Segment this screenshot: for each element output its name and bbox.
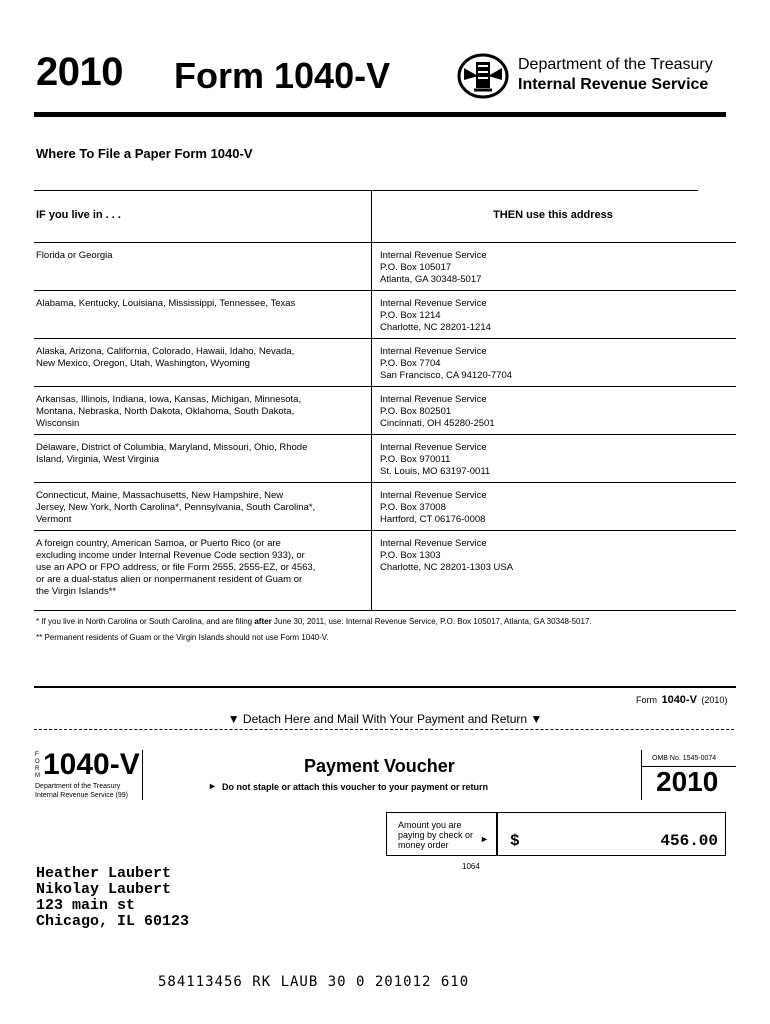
voucher-year: 2010 <box>656 766 719 797</box>
small-code: 1064 <box>462 862 480 871</box>
irs-eagle-logo <box>456 50 510 100</box>
table-row-address: Internal Revenue Service P.O. Box 970011 St. Louis, MO 63197-0011 <box>380 442 491 477</box>
form-ref-prefix: Form <box>636 695 657 705</box>
table-row-address: Internal Revenue Service P.O. Box 802501 Cincinnati, OH 45280-2501 <box>380 394 495 429</box>
table-row-address: Internal Revenue Service P.O. Box 1214 Charlotte, NC 28201-1214 <box>380 298 491 333</box>
payer-city: Chicago, IL 60123 <box>36 913 190 930</box>
row-rule <box>34 386 736 387</box>
amount-label: Amount you are paying by check or money order <box>398 820 474 850</box>
table-row-states: Alabama, Kentucky, Louisiana, Mississippi, Tennessee, Texas <box>36 298 296 309</box>
dollar-sign: $ <box>510 832 520 850</box>
form-ref-rule <box>34 686 736 688</box>
voucher-form-number: 1040-V <box>43 748 140 781</box>
voucher-title: Payment Voucher <box>304 756 455 776</box>
arrow-right-icon: ► <box>480 834 489 844</box>
table-column-divider <box>371 190 372 610</box>
dept-line-2: Internal Revenue Service <box>518 76 709 93</box>
voucher-left-divider <box>142 750 143 800</box>
table-row-states: Florida or Georgia <box>36 250 113 261</box>
voucher-notice: Do not staple or attach this voucher to your payment or return <box>222 782 489 792</box>
footnote-1-text-end: June 30, 2011, use: Internal Revenue Service, P.O. Box 105017, Atlanta, GA 30348-5017. <box>271 617 592 626</box>
header-rule <box>34 112 726 117</box>
column-header-if: IF you live in . . . <box>36 209 121 221</box>
form-reference <box>636 690 727 708</box>
row-rule <box>34 482 736 483</box>
table-row-states: Arkansas, Illinois, Indiana, Iowa, Kansas, Michigan, Minnesota, Montana, Nebraska, North Dakota, Oklahoma, South Dakota, Wisconsin <box>36 394 302 429</box>
table-row-states: Alaska, Arizona, California, Colorado, Hawaii, Idaho, Nevada, New Mexico, Oregon, Utah, Washington, Wyoming <box>36 346 295 369</box>
detach-instruction: ▼ Detach Here and Mail With Your Payment and Return ▼ <box>227 712 543 726</box>
table-bottom-rule <box>34 610 736 611</box>
voucher-right-divider <box>641 750 642 800</box>
table-row-states: A foreign country, American Samoa, or Puerto Rico (or are excluding income under Internal Revenue Code section 933), or use an APO or FPO address, or file Form 2555, 2555-EZ, or 4563, or are a dual-status alien or nonpermanent resident of Guam or the Virgin Islands** <box>36 538 316 597</box>
dept-line-1: Department of the Treasury <box>518 56 713 73</box>
voucher-dept-line-1: Department of the Treasury <box>35 783 121 790</box>
section-title: Where To File a Paper Form 1040-V <box>36 146 253 161</box>
table-row-address: Internal Revenue Service P.O. Box 105017 Atlanta, GA 30348-5017 <box>380 250 487 285</box>
table-row-address: Internal Revenue Service P.O. Box 37008 Hartford, CT 06176-0008 <box>380 490 487 525</box>
form-ref-number: 1040-V <box>661 694 697 706</box>
row-rule <box>34 530 736 531</box>
table-row-address: Internal Revenue Service P.O. Box 1303 Charlotte, NC 28201-1303 USA <box>380 538 514 573</box>
table-row-states: Connecticut, Maine, Massachusetts, New Hampshire, New Jersey, New York, North Carolina*, Pennsylvania, South Carolina*, Vermont <box>36 490 316 525</box>
form-year: 2010 <box>36 50 123 94</box>
detach-line <box>34 729 734 730</box>
footnote-1 <box>36 617 592 626</box>
footnote-1-bold: after <box>254 617 272 626</box>
table-header-rule <box>34 242 736 243</box>
arrow-right-icon: ► <box>208 781 217 791</box>
omb-number: OMB No. 1545-0074 <box>652 755 717 762</box>
scan-line: 584113456 RK LAUB 30 0 201012 610 <box>158 974 470 990</box>
table-row-states: Delaware, District of Columbia, Maryland, Missouri, Ohio, Rhode Island, Virginia, West Virginia <box>36 442 308 465</box>
amount-value: 456.00 <box>660 832 718 850</box>
payer-street: 123 main st <box>36 897 136 914</box>
form-title: Form 1040-V <box>174 55 391 96</box>
row-rule <box>34 338 736 339</box>
payer-name-1: Heather Laubert <box>36 865 172 882</box>
row-rule <box>34 434 736 435</box>
table-row-address: Internal Revenue Service P.O. Box 7704 San Francisco, CA 94120-7704 <box>380 346 513 381</box>
column-header-then: THEN use this address <box>493 209 613 221</box>
voucher-form-letters: F O R M <box>35 752 40 779</box>
footnote-1-text: * If you live in North Carolina or South Carolina, and are filing <box>36 617 255 626</box>
footnote-2: ** Permanent residents of Guam or the Virgin Islands should not use Form 1040-V. <box>36 633 329 642</box>
voucher-dept-line-2: Internal Revenue Service (99) <box>35 792 128 799</box>
row-rule <box>34 290 736 291</box>
form-ref-year: (2010) <box>701 695 728 705</box>
table-top-rule <box>34 190 698 191</box>
payer-name-2: Nikolay Laubert <box>36 881 172 898</box>
voucher-dept <box>35 782 128 800</box>
